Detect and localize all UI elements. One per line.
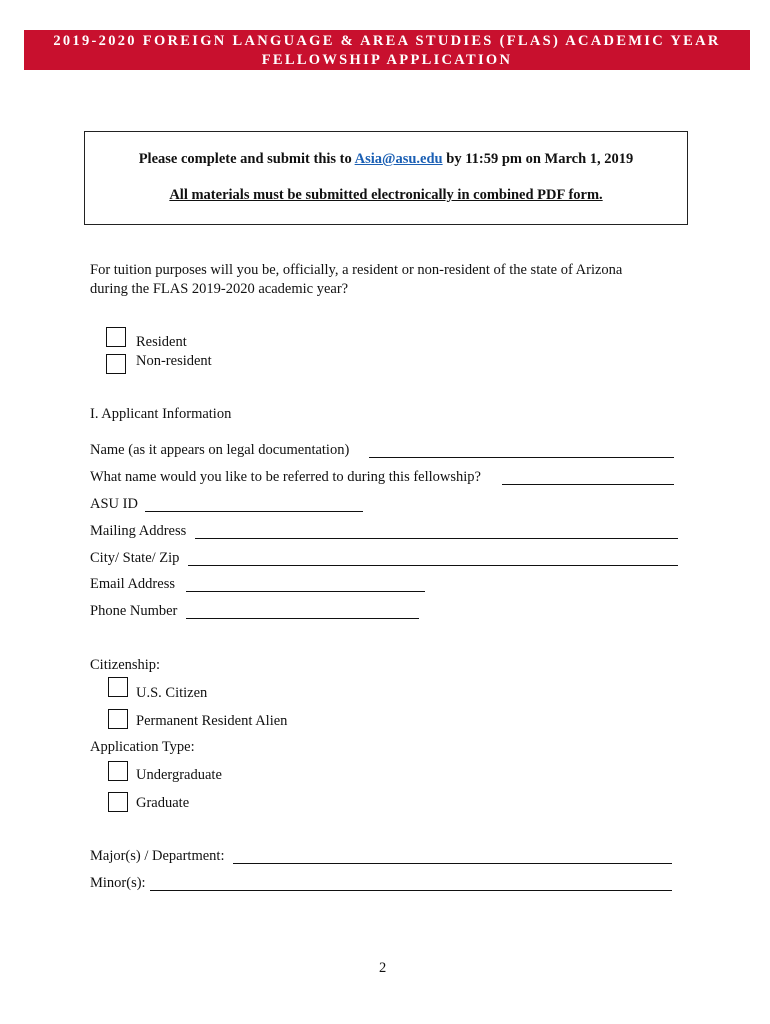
undergraduate-label: Undergraduate [136,767,222,783]
applicant-info-heading: I. Applicant Information [90,406,232,422]
permanent-resident-label: Permanent Resident Alien [136,713,288,729]
us-citizen-label: U.S. Citizen [136,685,208,701]
non-resident-checkbox[interactable] [106,354,126,374]
city-state-zip-label: City/ State/ Zip [90,550,180,566]
major-department-field[interactable] [233,863,672,864]
us-citizen-checkbox[interactable] [108,677,128,697]
instruction-text-pre: Please complete and submit this to [138,151,355,167]
asu-id-field[interactable] [145,511,363,512]
non-resident-label: Non-resident [136,353,212,369]
email-address-label: Email Address [90,576,175,592]
legal-name-label: Name (as it appears on legal documentation) [90,442,350,458]
application-type-label: Application Type: [90,739,195,755]
major-department-label: Major(s) / Department: [90,848,225,864]
title-line-2: FELLOWSHIP APPLICATION [261,52,513,68]
residency-question-line-2: during the FLAS 2019-2020 academic year? [90,281,349,297]
undergraduate-checkbox[interactable] [108,761,128,781]
resident-label: Resident [136,334,187,350]
permanent-resident-checkbox[interactable] [108,709,128,729]
graduate-checkbox[interactable] [108,792,128,812]
phone-number-field[interactable] [186,618,419,619]
preferred-name-field[interactable] [502,484,674,485]
residency-question-line-1: For tuition purposes will you be, officially, a resident or non-resident of the state of Arizona [90,262,623,278]
city-state-zip-field[interactable] [188,565,678,566]
mailing-address-label: Mailing Address [90,523,187,539]
submission-email-link[interactable]: Asia@asu.edu [354,151,443,167]
instruction-text-post: by 11:59 pm on March 1, 2019 [442,151,634,167]
submission-instruction [85,151,687,168]
submission-notice-box [84,131,688,225]
minor-field[interactable] [150,890,672,891]
graduate-label: Graduate [136,795,190,811]
email-address-field[interactable] [186,591,425,592]
legal-name-field[interactable] [369,457,674,458]
title-line-1: 2019-2020 FOREIGN LANGUAGE & AREA STUDIES (FLAS) ACADEMIC YEAR [53,33,721,49]
citizenship-label: Citizenship: [90,657,161,673]
minor-label: Minor(s): [90,875,146,891]
mailing-address-field[interactable] [195,538,678,539]
preferred-name-label: What name would you like to be referred to during this fellowship? [90,469,481,485]
page-number: 2 [379,960,387,976]
phone-number-label: Phone Number [90,603,178,619]
asu-id-label: ASU ID [90,496,138,512]
submission-format-note: All materials must be submitted electronically in combined PDF form. [169,187,603,203]
resident-checkbox[interactable] [106,327,126,347]
title-banner [24,30,750,70]
